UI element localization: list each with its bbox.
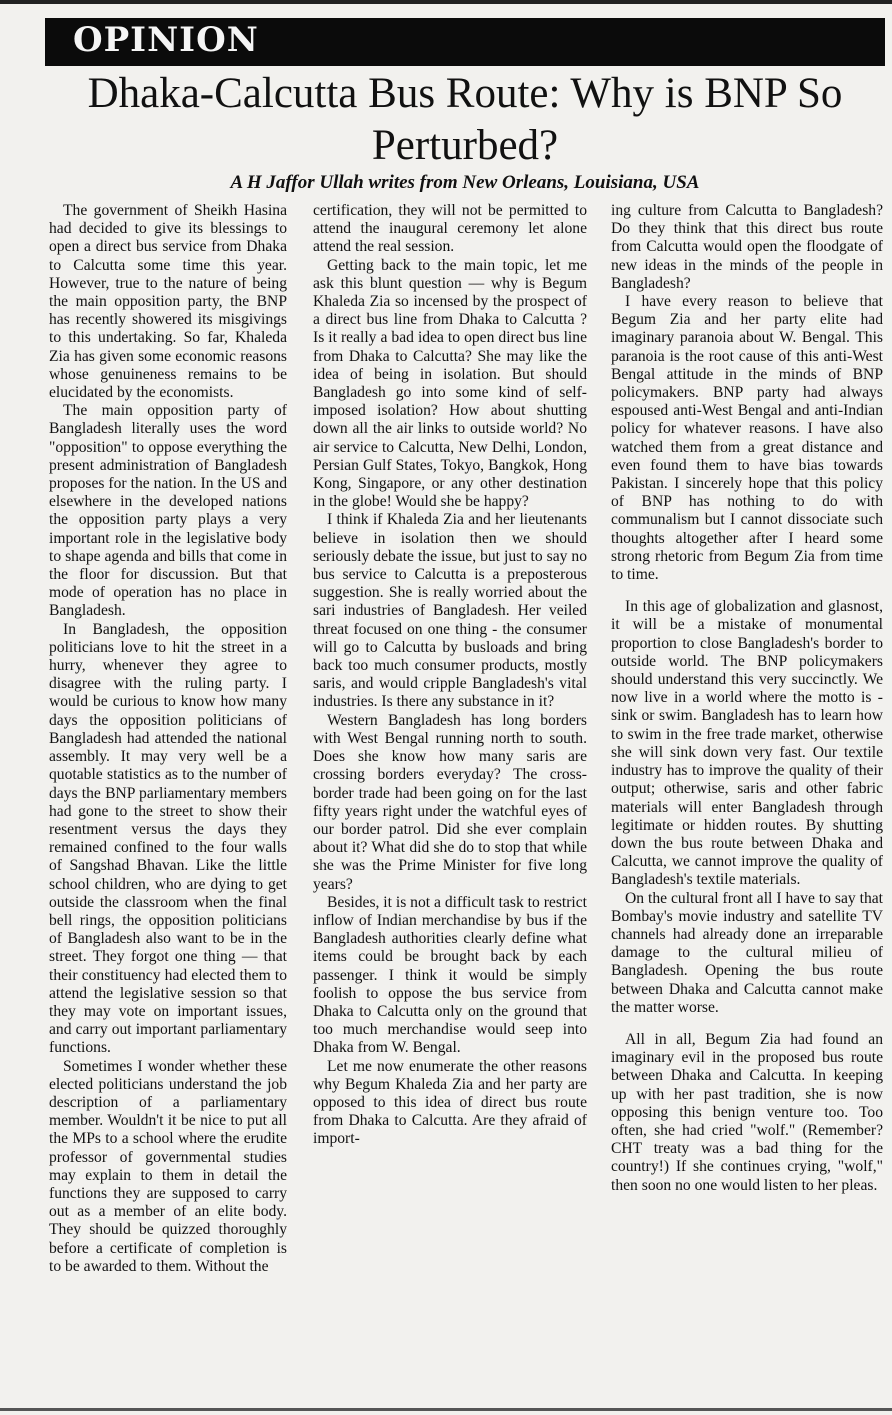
paragraph: On the cultural front all I have to say that Bombay's movie industry and satellite TV channels had already done an irreparable damage to the cultural milieu of Bangladesh. Opening the bus route between Dhaka and Calcutta cannot make the matter worse. bbox=[611, 889, 883, 1016]
paragraph: I think if Khaleda Zia and her lieutenants believe in isolation then we should seriously debate the issue, but just to say no bus service to Calcutta is a preposterous suggestion. She is really worried about the sari industries of Bangladesh. Her veiled threat focused on one thing - the consumer will go to Calcutta by busloads and bring back too much consumer products, mostly saris, and would cripple Bangladesh's vital industries. Is there any substance in it? bbox=[313, 511, 587, 711]
paragraph: Sometimes I wonder whether these elected politicians understand the job description of a parliamentary member. Wouldn't it be nice to put all the MPs to a school where the erudite professor of governmental studies may explain to them in detail the functions they are supposed to carry out as a member of an elite body. They should be quizzed thoroughly before a certificate of completion is to be awarded to them. Without the bbox=[49, 1057, 287, 1275]
paragraph: The government of Sheikh Hasina had decided to give its blessings to open a direct bus service from Dhaka to Calcutta some time this year. However, true to the nature of being the main opposition party, the BNP has recently showered its misgivings to this undertaking. So far, Khaleda Zia has given some economic reasons whose genuineness remains to be elucidated by the economists. bbox=[49, 202, 287, 402]
article-headline: Dhaka-Calcutta Bus Route: Why is BNP So Perturbed? bbox=[87, 70, 843, 169]
paragraph: I have every reason to believe that Begum Zia and her party elite had imaginary paranoia about W. Bengal. This paranoia is the root cause of this anti-West Bengal attitude in the minds of BNP policymakers. BNP party had always espoused anti-West Bengal and anti-Indian policy for whatever reasons. I have also watched them from a great distance and even found them to have bias towards Pakistan. I sincerely hope that this policy of BNP has nothing to do with communalism but I cannot dissociate such thoughts altogether after I heard some strong rhetoric from Begum Zia from time to time. bbox=[611, 293, 883, 584]
section-banner bbox=[45, 18, 885, 66]
paragraph: In this age of globalization and glasnost, it will be a mistake of monumental proportion to close Bangladesh's border to outside world. The BNP policymakers should understand this very succinctly. We now live in a world where the motto is - sink or swim. Bangladesh has to learn how to swim in the free trade market, otherwise she will sink down very fast. Our textile industry has to improve the quality of their output; otherwise, saris and other fabric materials will enter Bangladesh through legitimate or hidden routes. By shutting down the bus route between Dhaka and Calcutta, we cannot improve the quality of Bangladesh's textile materials. bbox=[611, 598, 883, 889]
paragraph: certification, they will not be permitted to attend the inaugural ceremony let alone attend the real session. bbox=[313, 202, 587, 256]
paragraph: Getting back to the main topic, let me ask this blunt question — why is Begum Khaleda Zia so incensed by the prospect of a direct bus line from Dhaka to Calcutta ? Is it really a bad idea to open direct bus line from Dhaka to Calcutta? She may like the idea of being in isolation. But should Bangladesh go into some kind of self-imposed isolation? How about shutting down all the air links to outside world? No air service to Calcutta, New Delhi, London, Persian Gulf States, Tokyo, Bangkok, Hong Kong, Singapore, or any other destination in the globe! Would she be happy? bbox=[313, 256, 587, 511]
paragraph: Besides, it is not a difficult task to restrict inflow of Indian merchandise by bus if the Bangladesh authorities clearly define what items could be brought back by each passenger. I think it would be simply foolish to oppose the bus service from Dhaka to Calcutta only on the ground that too much merchandise would seep into Dhaka from W. Bengal. bbox=[313, 893, 587, 1057]
section-label: OPINION bbox=[73, 20, 259, 60]
paragraph: The main opposition party of Bangladesh literally uses the word "opposition" to oppose everything the present administration of Bangladesh proposes for the nation. In the US and elsewhere in the developed nations the opposition party plays a very important role in the legislative body to shape agenda and bills that come in the floor for discussion. But that mode of operation has no place in Bangladesh. bbox=[49, 402, 287, 620]
top-rule bbox=[0, 0, 892, 4]
paragraph: All in all, Begum Zia had found an imaginary evil in the proposed bus route between Dhaka and Calcutta. In keeping up with her past tradition, she is now opposing this benign venture too. Too often, she had cried "wolf." (Remember? CHT treaty was a bad thing for the country!) If she continues crying, "wolf," then soon no one would listen to her pleas. bbox=[611, 1030, 883, 1194]
article-column-1 bbox=[49, 202, 287, 1407]
paragraph: Let me now enumerate the other reasons why Begum Khaleda Zia and her party are opposed to this idea of direct bus route from Dhaka to Calcutta. Are they afraid of import- bbox=[313, 1057, 587, 1148]
paragraph: In Bangladesh, the opposition politicians love to hit the street in a hurry, whenever they agree to disagree with the ruling party. I would be curious to know how many days the opposition politicians of Bangladesh had attended the national assembly. It may very well be a quotable statistics as to the number of days the BNP parliamentary members had gone to the street to show their resentment versus the days they remained confined to the four walls of Sangshad Bhavan. Like the little school children, who are dying to get outside the classroom when the final bell rings, the opposition politicians of Bangladesh also want to be in the street. They forgot one thing — that their constituency had elected them to attend the legislative session so that they may vote on important issues, and carry out important parliamentary functions. bbox=[49, 620, 287, 1057]
bottom-rule bbox=[0, 1408, 892, 1411]
paragraph: Western Bangladesh has long borders with West Bengal running north to south. Does she know how many saris are crossing borders everyday? The cross-border trade had been going on for the last fifty years right under the watchful eyes of our border patrol. Did she ever complain about it? What did she do to stop that while she was the Prime Minister for five long years? bbox=[313, 711, 587, 893]
article-column-2 bbox=[313, 202, 587, 1407]
paragraph: ing culture from Calcutta to Bangladesh? Do they think that this direct bus route from Calcutta would open the floodgate of new ideas in the minds of the people in Bangladesh? bbox=[611, 202, 883, 292]
article-column-3 bbox=[611, 202, 883, 1407]
article-byline: A H Jaffor Ullah writes from New Orleans, Louisiana, USA bbox=[230, 172, 700, 193]
